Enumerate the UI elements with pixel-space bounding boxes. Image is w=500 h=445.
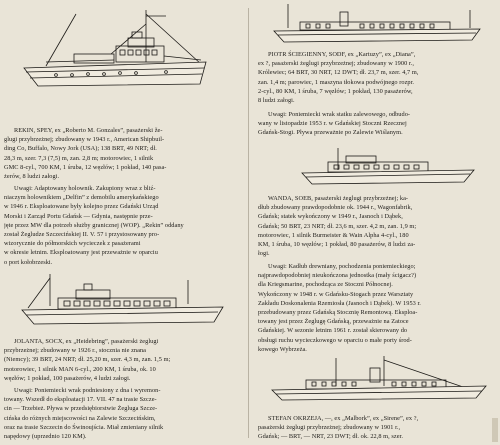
rekin-remark-line: jęte przez MW dla potrzeb służby granicznej (WOP). „Rekin” oddany bbox=[4, 221, 184, 229]
wanda-line: Gdańsk; statek wykończony w 1949 r., Jasnoch i Dąbek, bbox=[258, 213, 403, 221]
piotr-line: 8 ludzi załogi. bbox=[258, 97, 295, 105]
jolanta-remark-line: oraz na trasie Szczecin do Świnoujścia. Miał zmieniany silnik bbox=[4, 423, 164, 431]
rekin-remark-line: w 1946 r. Eksploatowane były kolejno przez Gdański Urząd bbox=[4, 203, 159, 211]
rekin-remark-line: niaczym holownikiem „Delfin” z demobilu amerykańskiego bbox=[4, 194, 159, 202]
rekin-line: REKIN, SPEY, ex „Roberto M. Gonzales”, pasażerski že- bbox=[14, 127, 163, 134]
wanda-remark-line: towany jest przez Żeglugę Gdańską, przeważnie na Zatoce bbox=[258, 318, 409, 326]
jolanta-remark-line: cińska do różnych miejscowości na Zalewie Szczecińskim, bbox=[4, 414, 156, 422]
rekin-line: glugi przybrzeżnej; zbudowany w 1943 r., American Shipbuil- bbox=[4, 136, 165, 144]
stefan-ship-drawing bbox=[266, 354, 492, 406]
rekin-remark-line: Morski i Zarząd Portu Gdańsk — Gdynia, następnie prze- bbox=[4, 212, 153, 220]
wanda-remark-line: przebudowany przez Gdańską Stocznię Remontową. Eksploa- bbox=[258, 309, 418, 317]
rekin-line: 28,3 m, szer. 7,3 (7,5) m, zan. 2,8 m; motorowiec, 1 silnik bbox=[4, 154, 154, 162]
page-edge bbox=[492, 418, 498, 442]
jolanta-line: motorowiec, 1 silnik MAN 6-cyl., 200 KM, 1 śruba, ok. 10 bbox=[4, 365, 156, 373]
wanda-line: łogi. bbox=[258, 250, 270, 258]
wanda-remark-line: najprawdopodobniej nieukończona jednostka (mały ścigacz?) bbox=[258, 272, 417, 280]
piotr-remark-line: Uwagi: Poniemiecki wrak statku zalewowego, odbudo- bbox=[268, 111, 411, 118]
wanda-remarks bbox=[258, 262, 492, 354]
wanda-remark-line: kowego Wybrzeża. bbox=[258, 345, 307, 353]
rekin-remark-line: wizorycznie do półmorskich wycieczek z pasażerami bbox=[4, 240, 141, 248]
rekin-remarks bbox=[4, 184, 239, 267]
jolanta-line: węzłów; 1 pokład, 100 pasażerów, 4 ludzi załogi. bbox=[4, 374, 131, 382]
stefan-line: pasażerski żeglugi przybrzeżnej; zbudowany w 1901 r., bbox=[258, 424, 401, 432]
wanda-line: motorowiec, 1 silnik Burmeister & Wain Alpha 4-cyl., 180 bbox=[258, 231, 409, 239]
wanda-line: Gdańsk; 50 BRT, 23 NRT; dł. 23,6 m, szer. 4,2 m, zan. 1,9 m; bbox=[258, 222, 417, 230]
piotr-remark-line: wany w listopadzie 1953 r. w Gdańskiej Stoczni Rzecznej bbox=[258, 120, 407, 128]
rekin-remark-line: o port kołobrzeski. bbox=[4, 258, 53, 266]
rekin-line: żerów, 8 ludzi załogi. bbox=[4, 173, 60, 181]
right-column bbox=[258, 0, 493, 445]
wanda-ship-drawing bbox=[298, 146, 478, 190]
rekin-remark-line: został Żegludze Szczecińskiej II. V. 57 i przystosowany pro- bbox=[4, 231, 160, 239]
stefan-description bbox=[258, 414, 492, 442]
wanda-description bbox=[258, 194, 492, 258]
jolanta-line: przybrzeżnej; zbudowany w 1926 r., stocznia nie znana bbox=[4, 347, 147, 355]
left-column bbox=[4, 0, 239, 445]
rekin-line: ding Co, Buffalo, Nowy Jork (USA); 138 BRT, 49 NRT; dł. bbox=[4, 145, 157, 153]
jolanta-remarks bbox=[4, 386, 239, 441]
wanda-line: WANDA, SOEB, pasażerski żeglugi przybrzeżnej; ka- bbox=[268, 195, 409, 202]
piotr-remark-line: Gdańsk-Stogi. Pływa przeważnie po Zalewie Wiślanym. bbox=[258, 129, 403, 137]
wanda-line: KM, 1 śruba, 10 węzłów; 1 pokład, 80 pasażerów, 8 ludzi za- bbox=[258, 241, 416, 249]
jolanta-description bbox=[4, 337, 239, 383]
wanda-remark-line: dla Kriegsmarine, pochodząca ze Stoczni Północnej. bbox=[258, 281, 393, 289]
piotr-line: zan. 1,4 m; parowiec, 1 maszyna tłokowa podwójnego rozpr. bbox=[258, 78, 415, 86]
wanda-remark-line: Uwagi: Kadłub drewniany, pochodzenia poniemieckiego; bbox=[268, 263, 416, 270]
rekin-description bbox=[4, 126, 239, 181]
jolanta-ship-drawing bbox=[18, 270, 228, 332]
piotr-line: ex ?, pasażerski żeglugi przybrzeżnej; zbudowany w 1900 r., bbox=[258, 60, 414, 68]
column-divider bbox=[248, 8, 249, 438]
jolanta-remark-line: Uwagi: Poniemiecki wrak podniesiony z dna i wyremon- bbox=[14, 387, 161, 394]
jolanta-line: JOLANTA, SOCX, ex „Heidebring”, pasażerski żeglugi bbox=[14, 338, 159, 345]
piotr-line: Królewiec; 64 BRT, 30 NRT, 12 DWT; dł. 23,7 m, szer. 4,7 m, bbox=[258, 69, 419, 77]
wanda-remark-line: Wykończony w 1948 r. w Gdańsku-Stogach przez Warsztaty bbox=[258, 290, 414, 298]
stefan-line: Gdańsk; — BRT, — NRT, 23 DWT; dł. ok. 22,8 m, szer. bbox=[258, 433, 403, 441]
piotr-description bbox=[258, 50, 492, 105]
wanda-line: dłub zbudowany prawdopodobnie ok. 1944 r., Wagonfabrik, bbox=[258, 204, 413, 212]
jolanta-line: (Niemcy); 39 BRT, 24 NRT; dł. 25,20 m, szer. 4,3 m, zan. 1,5 m; bbox=[4, 356, 171, 364]
piotr-line: 2-cyl., 80 KM, 1 śruba, 7 węzłów; 1 pokład, 130 pasażerów, bbox=[258, 87, 413, 95]
piotr-ship-drawing bbox=[270, 2, 485, 48]
wanda-remark-line: obsługi ruchu wycieczkowego w oparciu o małe porty środ- bbox=[258, 336, 412, 344]
jolanta-remark-line: cin — Trzebież. Pływa w przedsiębiorstwie Żegluga Szcze- bbox=[4, 405, 158, 413]
jolanta-remark-line: towany. Wszedł do eksploatacji 17. VII. 47 na trasie Szcze- bbox=[4, 396, 157, 404]
piotr-remarks bbox=[258, 110, 492, 138]
stefan-line: STEFAN OKRZEJA, —, ex „Malbork”, ex „Sirene”, ex ?, bbox=[268, 415, 419, 422]
rekin-remark-line: w okresie letnim. Eksploatowany jest przeważnie w oparciu bbox=[4, 249, 158, 257]
wanda-remark-line: Gdańskiej. W sezonie letnim 1961 r. został skierowany do bbox=[258, 327, 408, 335]
rekin-line: GMC 8-cyl., 700 KM, 1 śruba, 12 węzłów; 1 pokład, 140 pasa- bbox=[4, 163, 167, 171]
wanda-remark-line: Zakładu Doskonalenia Rzemiosła (Jasnoch i Dąbek). W 1953 r. bbox=[258, 299, 421, 307]
rekin-ship-drawing bbox=[16, 4, 221, 96]
rekin-remark-line: Uwagi: Adaptowany holownik. Zakupiony wraz z bliź- bbox=[14, 185, 156, 192]
piotr-line: PIOTR ŚCIEGIENNY, SODF, ex „Kartuzy”, ex „Diana”, bbox=[268, 51, 416, 58]
jolanta-remark-line: napędowy (uprzednio 120 KM). bbox=[4, 433, 87, 441]
